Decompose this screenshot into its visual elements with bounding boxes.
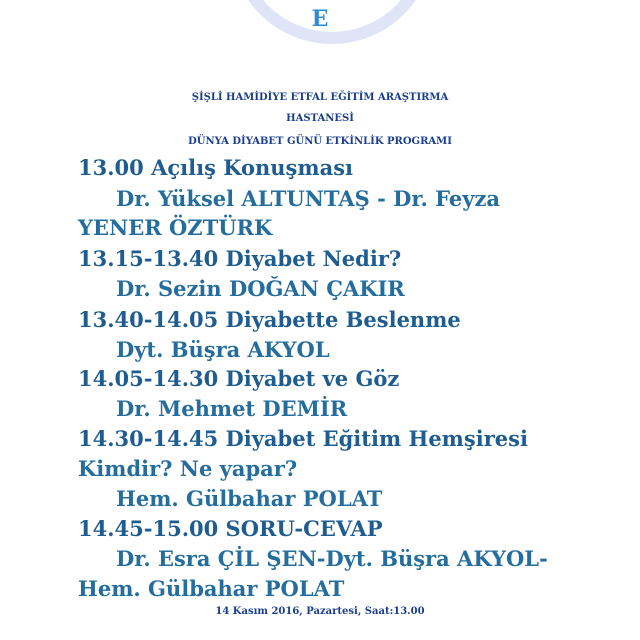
- session-2-time-title: 13.15-13.40 Diyabet Nedir?: [78, 246, 402, 271]
- hospital-name-line2: HASTANESİ: [286, 113, 354, 124]
- session-5-title-cont: Kimdir? Ne yapar?: [78, 456, 298, 481]
- session-1-speakers: Dr. Yüksel ALTUNTAŞ - Dr. Feyza: [116, 186, 501, 211]
- session-3-time-title: 13.40-14.05 Diyabette Beslenme: [78, 307, 461, 332]
- session-2-speakers: Dr. Sezin DOĞAN ÇAKIR: [116, 276, 405, 301]
- session-4-speakers: Dr. Mehmet DEMİR: [116, 396, 348, 421]
- event-date: 14 Kasım 2016, Pazartesi, Saat:13.00: [215, 606, 425, 617]
- session-1-time-title: 13.00 Açılış Konuşması: [78, 155, 353, 180]
- session-6-time-title: 14.45-15.00 SORU-CEVAP: [78, 516, 383, 541]
- session-6-speakers-cont: Hem. Gülbahar POLAT: [78, 576, 345, 601]
- program-title: DÜNYA DİYABET GÜNÜ ETKİNLİK PROGRAMI: [188, 136, 452, 147]
- logo-letter: E: [311, 6, 329, 32]
- hospital-name-line1: ŞİŞLİ HAMİDİYE ETFAL EĞİTİM ARAŞTIRMA: [191, 92, 449, 103]
- session-6-speakers: Dr. Esra ÇİL ŞEN-Dyt. Büşra AKYOL-: [116, 546, 548, 571]
- session-5-time-title: 14.30-14.45 Diyabet Eğitim Hemşiresi: [78, 426, 528, 451]
- session-1-speakers-cont: YENER ÖZTÜRK: [78, 215, 273, 240]
- session-3-speakers: Dyt. Büşra AKYOL: [116, 337, 330, 362]
- session-5-speakers: Hem. Gülbahar POLAT: [116, 486, 383, 511]
- session-4-time-title: 14.05-14.30 Diyabet ve Göz: [78, 366, 400, 391]
